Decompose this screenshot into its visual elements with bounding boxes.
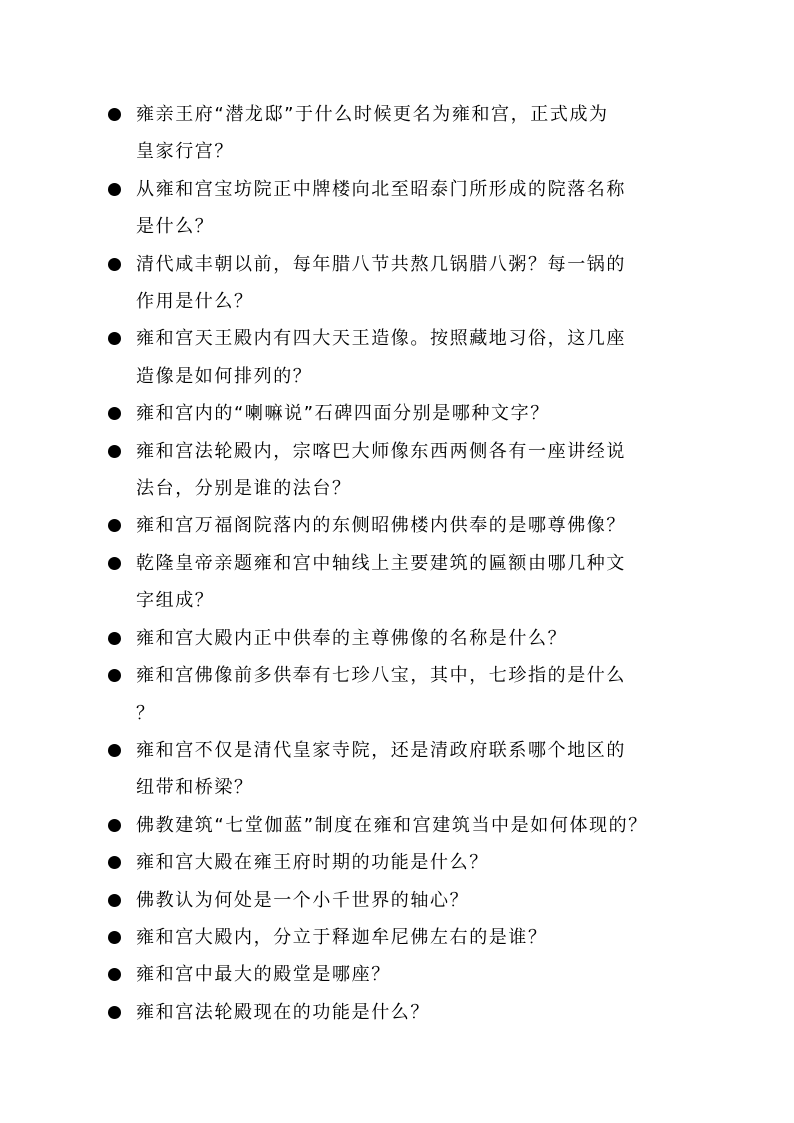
bullet-icon bbox=[108, 108, 121, 121]
question-text-line: 雍亲王府“潜龙邸”于什么时候更名为雍和宫，正式成为 bbox=[136, 104, 609, 125]
bullet-icon bbox=[108, 557, 121, 570]
question-text-line: 雍和宫大殿内，分立于释迦牟尼佛左右的是谁？ bbox=[136, 926, 548, 948]
question-text-line: 雍和宫中最大的殿堂是哪座？ bbox=[136, 964, 391, 986]
question-item bbox=[106, 882, 686, 919]
bullet-icon bbox=[108, 744, 121, 757]
bullet-icon bbox=[108, 258, 121, 271]
bullet-icon bbox=[108, 407, 121, 420]
question-text-line: ？ bbox=[136, 702, 156, 724]
question-text-line: 是什么？ bbox=[136, 216, 215, 238]
bullet-icon bbox=[108, 1006, 121, 1019]
bullet-icon bbox=[108, 931, 121, 944]
question-item bbox=[106, 507, 686, 544]
question-text-line: 雍和宫大殿内正中供奉的主尊佛像的名称是什么？ bbox=[136, 627, 568, 649]
question-text-line: 雍和宫佛像前多供奉有七珍八宝，其中，七珍指的是什么 bbox=[136, 665, 626, 687]
bullet-icon bbox=[108, 856, 121, 869]
question-item bbox=[106, 657, 686, 732]
question-text-line: 乾隆皇帝亲题雍和宫中轴线上主要建筑的匾额由哪几种文 bbox=[136, 552, 626, 574]
question-item bbox=[106, 246, 686, 321]
bullet-icon bbox=[108, 819, 121, 832]
question-item bbox=[106, 171, 686, 246]
question-item bbox=[106, 433, 686, 508]
question-text-line: 清代咸丰朝以前，每年腊八节共熬几锅腊八粥？每一锅的 bbox=[136, 253, 626, 275]
question-item bbox=[106, 96, 686, 171]
question-text-line: 雍和宫内的“喇嘛说”石碑四面分别是哪种文字？ bbox=[136, 403, 550, 425]
question-text-line: 雍和宫法轮殿现在的功能是什么？ bbox=[136, 1001, 430, 1023]
question-text-line: 雍和宫法轮殿内，宗喀巴大师像东西两侧各有一座讲经说 bbox=[136, 440, 626, 462]
bullet-icon bbox=[108, 632, 121, 645]
question-text-line: 法台，分别是谁的法台？ bbox=[136, 478, 352, 500]
question-text-line: 皇家行宫？ bbox=[136, 141, 234, 163]
bullet-icon bbox=[108, 894, 121, 907]
question-item bbox=[106, 994, 686, 1031]
bullet-icon bbox=[108, 968, 121, 981]
question-list bbox=[106, 96, 686, 1031]
question-text-line: 雍和宫天王殿内有四大天王造像。按照藏地习俗，这几座 bbox=[136, 328, 626, 350]
question-item bbox=[106, 844, 686, 881]
question-item bbox=[106, 395, 686, 432]
bullet-icon bbox=[108, 669, 121, 682]
question-text-line: 佛教建筑“七堂伽蓝”制度在雍和宫建筑当中是如何体现的？ bbox=[136, 814, 648, 836]
question-text-line: 纽带和桥梁？ bbox=[136, 777, 254, 799]
question-text-line: 雍和宫不仅是清代皇家寺院，还是清政府联系哪个地区的 bbox=[136, 739, 626, 761]
bullet-icon bbox=[108, 519, 121, 532]
question-text-line: 雍和宫万福阁院落内的东侧昭佛楼内供奉的是哪尊佛像？ bbox=[136, 515, 626, 537]
question-item bbox=[106, 919, 686, 956]
question-item bbox=[106, 732, 686, 807]
question-text-line: 从雍和宫宝坊院正中牌楼向北至昭泰门所形成的院落名称 bbox=[136, 178, 626, 200]
question-item bbox=[106, 956, 686, 993]
question-text-line: 雍和宫大殿在雍王府时期的功能是什么？ bbox=[136, 852, 489, 874]
bullet-icon bbox=[108, 445, 121, 458]
question-text-line: 造像是如何排列的？ bbox=[136, 365, 313, 387]
question-text-line: 作用是什么？ bbox=[136, 291, 254, 313]
question-text-line: 字组成？ bbox=[136, 590, 215, 612]
question-item bbox=[106, 320, 686, 395]
question-text-line: 佛教认为何处是一个小千世界的轴心？ bbox=[136, 889, 470, 911]
question-item bbox=[106, 620, 686, 657]
bullet-icon bbox=[108, 183, 121, 196]
question-item bbox=[106, 545, 686, 620]
bullet-icon bbox=[108, 332, 121, 345]
question-item bbox=[106, 807, 686, 844]
